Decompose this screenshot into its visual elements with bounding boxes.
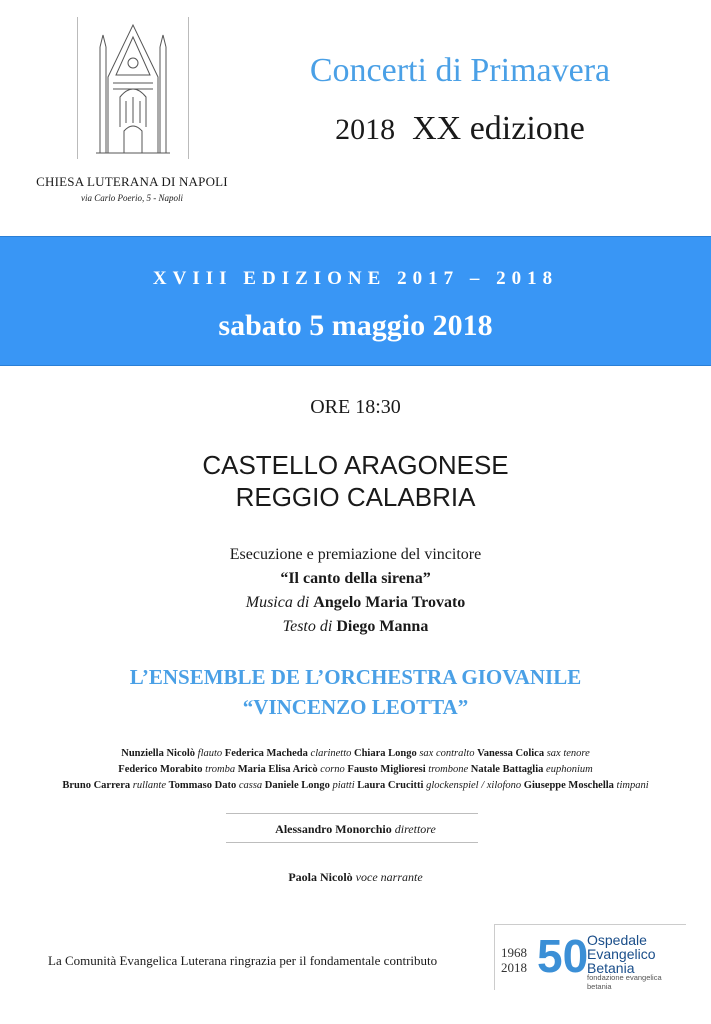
player-name: Natale Battaglia bbox=[470, 764, 544, 775]
players-row bbox=[0, 746, 711, 762]
date-banner bbox=[0, 236, 711, 366]
narrator-credit bbox=[0, 870, 711, 885]
players-list bbox=[0, 746, 711, 794]
sponsor-name: Ospedale Evangelico Betania bbox=[587, 932, 656, 976]
event-date: sabato 5 maggio 2018 bbox=[218, 309, 493, 342]
player-instrument: glockenspiel / xilofono bbox=[426, 780, 522, 791]
player-name: Maria Elisa Aricò bbox=[237, 764, 318, 775]
player-instrument: tromba bbox=[205, 764, 236, 775]
music-credit: Musica di Angelo Maria Trovato bbox=[245, 594, 466, 611]
player-instrument: trombone bbox=[428, 764, 469, 775]
text-credit: Testo di Diego Manna bbox=[282, 618, 429, 635]
work-title: “Il canto della sirena” bbox=[280, 570, 431, 587]
player-instrument: cassa bbox=[238, 780, 263, 791]
venue bbox=[0, 449, 711, 513]
player-name: Federico Morabito bbox=[118, 764, 203, 775]
director-role: direttore bbox=[394, 822, 436, 836]
edition-number: XX edizione bbox=[412, 110, 585, 147]
ensemble-title bbox=[0, 662, 711, 722]
program bbox=[0, 543, 711, 639]
player-name: Nunziella Nicolò bbox=[121, 748, 196, 759]
event-time: ORE 18:30 bbox=[310, 396, 401, 418]
narrator-role: voce narrante bbox=[355, 870, 423, 884]
player-name: Daniele Longo bbox=[264, 780, 330, 791]
narrator-name: Paola Nicolò bbox=[288, 870, 353, 884]
player-instrument: timpani bbox=[616, 780, 649, 791]
player-instrument: clarinetto bbox=[310, 748, 352, 759]
venue-name: CASTELLO ARAGONESE bbox=[202, 450, 509, 480]
edition-year: 2018 bbox=[335, 113, 396, 146]
series-title: Concerti di Primavera bbox=[309, 52, 611, 89]
players-row bbox=[0, 762, 711, 778]
edition-line bbox=[240, 110, 680, 148]
church-name: CHIESA LUTERANA DI NAPOLI bbox=[36, 174, 228, 189]
players-row bbox=[0, 778, 711, 794]
sponsor-years: 1968 2018 bbox=[501, 945, 527, 975]
player-name: Chiara Longo bbox=[353, 748, 417, 759]
player-name: Federica Macheda bbox=[224, 748, 308, 759]
divider bbox=[226, 842, 478, 843]
player-instrument: euphonium bbox=[546, 764, 593, 775]
player-instrument: piatti bbox=[332, 780, 355, 791]
player-instrument: rullante bbox=[132, 780, 166, 791]
player-instrument: sax contralto bbox=[419, 748, 475, 759]
thanks-text: La Comunità Evangelica Luterana ringrazia per il fondamentale contributo bbox=[48, 953, 438, 968]
sponsor-logo bbox=[494, 924, 686, 990]
player-name: Vanessa Colica bbox=[477, 748, 545, 759]
sponsor-anniversary: 50 bbox=[537, 930, 589, 982]
player-name: Laura Crucitti bbox=[357, 780, 424, 791]
ensemble-line1: L’ENSEMBLE DE L’ORCHESTRA GIOVANILE bbox=[129, 665, 582, 689]
player-name: Tommaso Dato bbox=[168, 780, 237, 791]
player-name: Bruno Carrera bbox=[62, 780, 131, 791]
director-name: Alessandro Monorchio bbox=[275, 822, 392, 836]
venue-city: REGGIO CALABRIA bbox=[235, 482, 476, 512]
player-name: Giuseppe Moschella bbox=[523, 780, 614, 791]
divider bbox=[226, 813, 478, 814]
ensemble-line2: “VINCENZO LEOTTA” bbox=[242, 695, 469, 719]
player-instrument: flauto bbox=[197, 748, 223, 759]
church-logo bbox=[77, 17, 189, 159]
church-facade-icon bbox=[78, 17, 188, 157]
player-instrument: corno bbox=[320, 764, 345, 775]
program-intro: Esecuzione e premiazione del vincitore bbox=[229, 546, 482, 563]
church-address: via Carlo Poerio, 5 - Napoli bbox=[81, 193, 183, 203]
sponsor-foundation: fondazione evangelica betania bbox=[587, 973, 662, 991]
director-credit bbox=[0, 822, 711, 837]
banner-edition: XVIII EDIZIONE 2017 – 2018 bbox=[152, 268, 559, 289]
player-name: Fausto Miglioresi bbox=[347, 764, 426, 775]
player-instrument: sax tenore bbox=[546, 748, 590, 759]
